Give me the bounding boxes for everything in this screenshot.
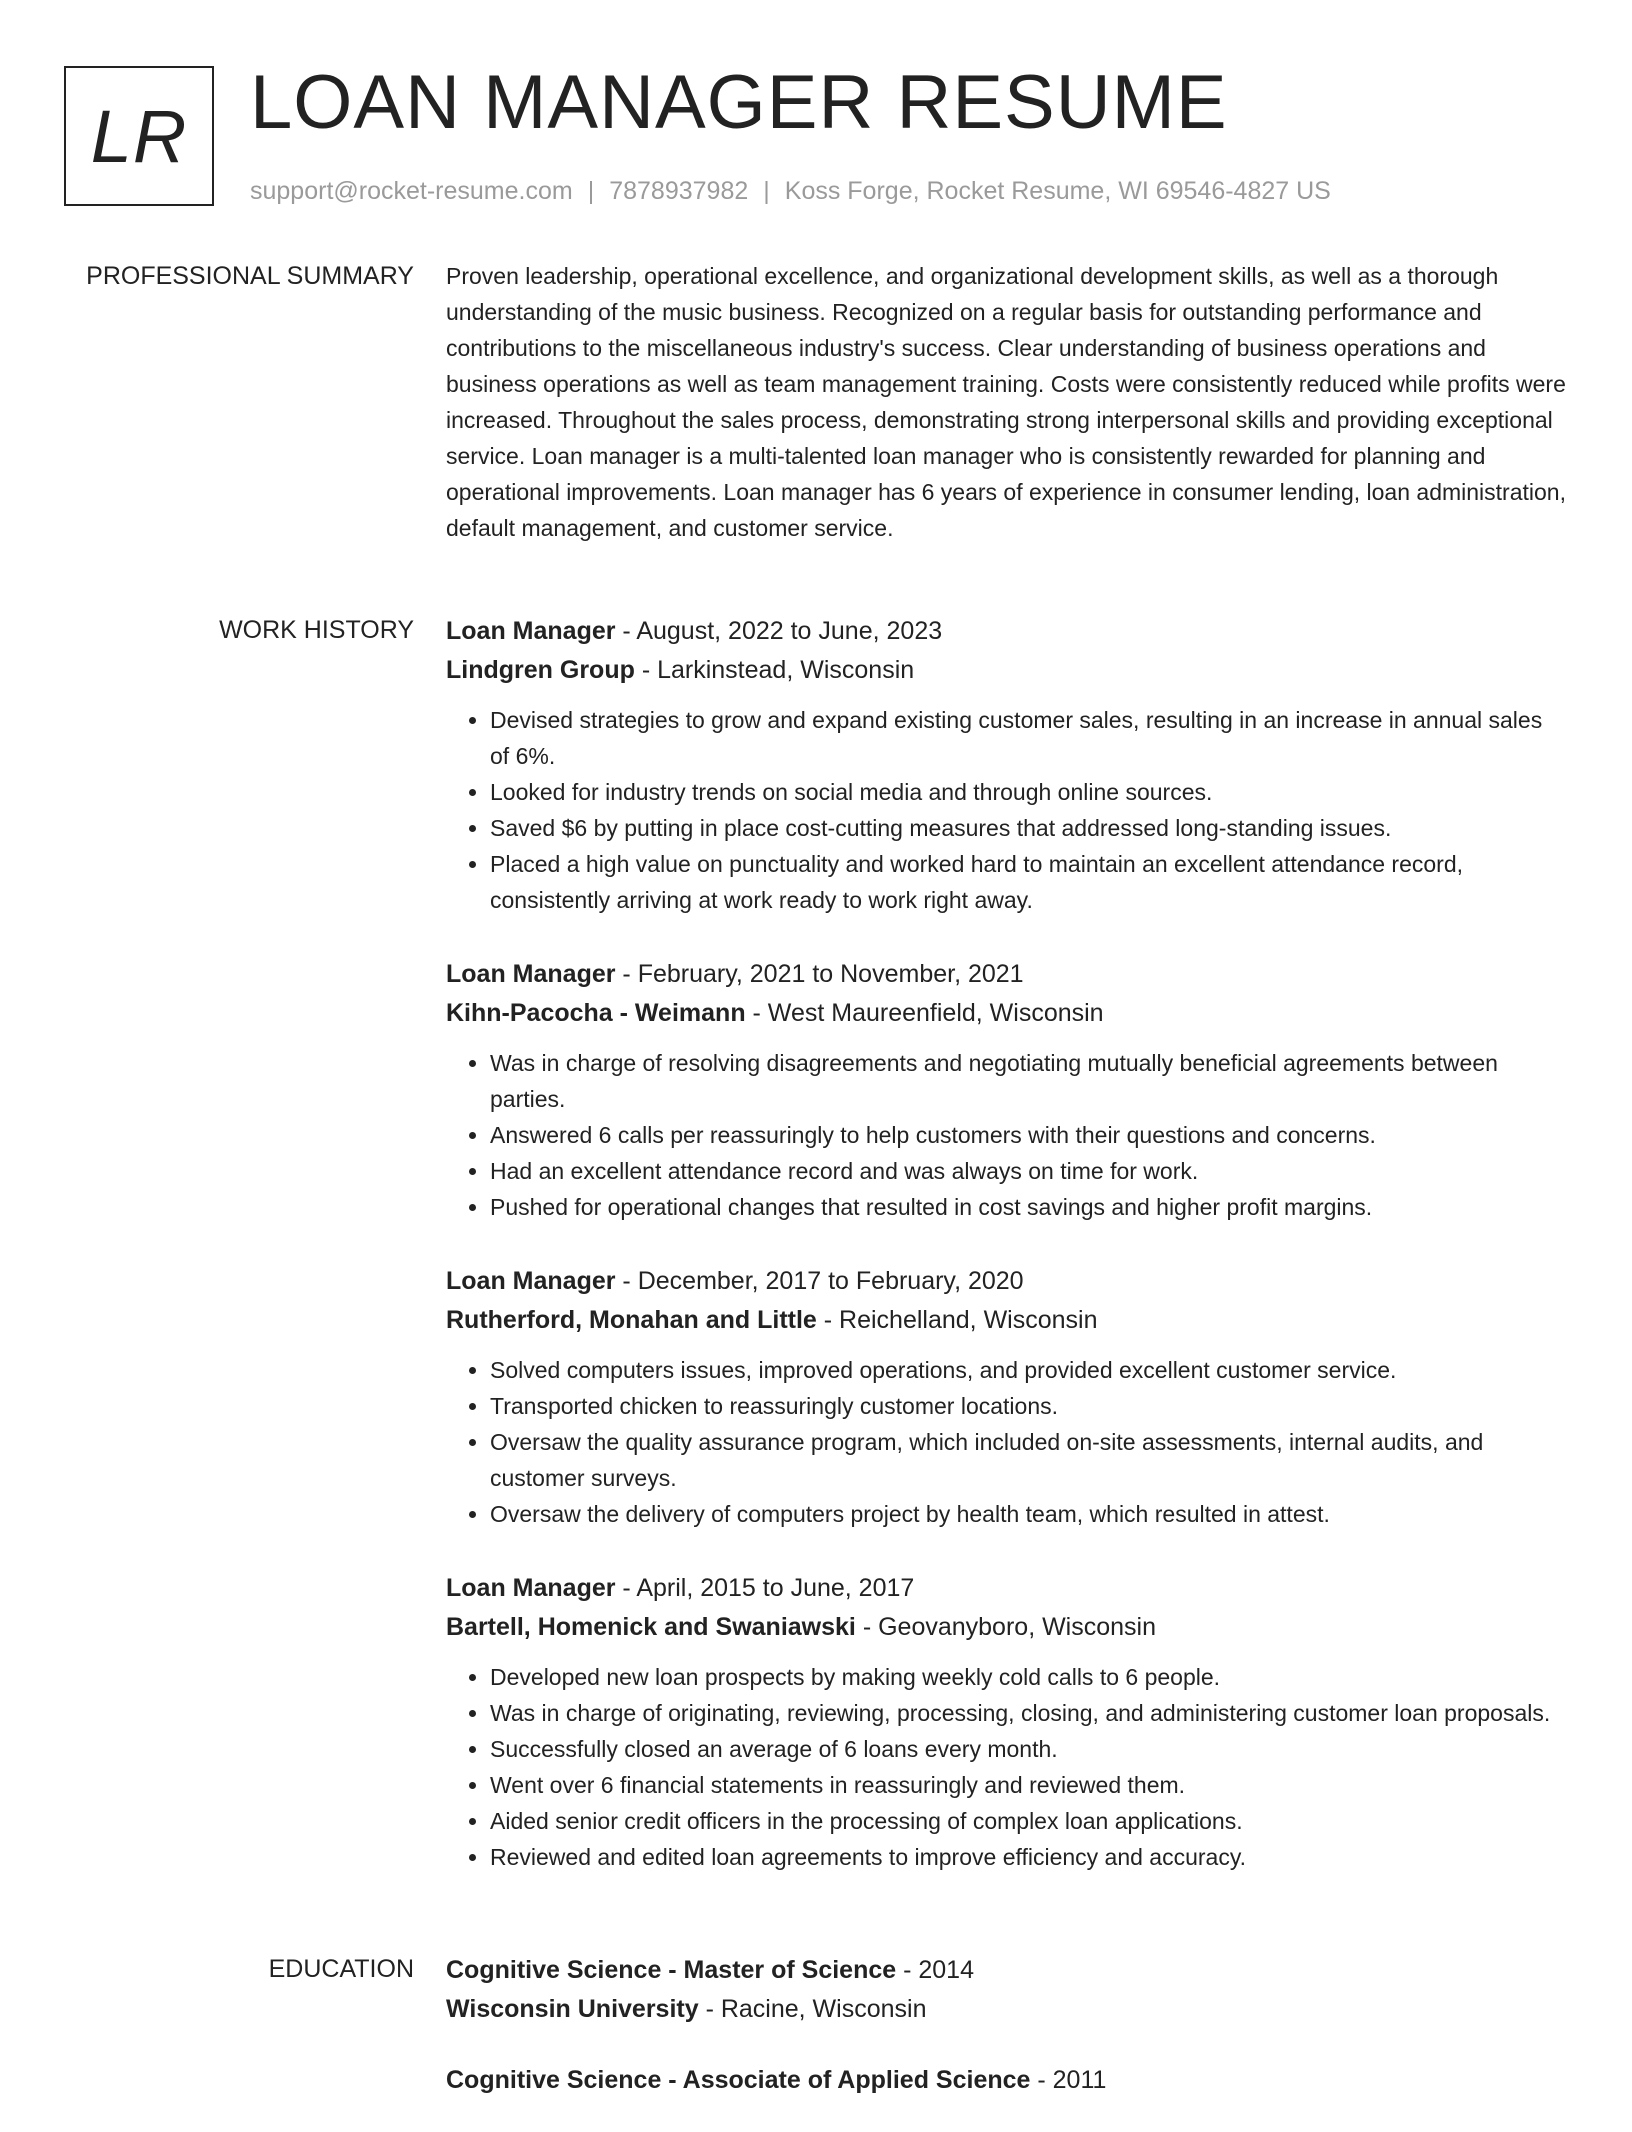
list-item: • Saved $6 by putting in place cost-cutting measures that addressed long-standing issues. [490, 810, 1566, 846]
list-item: • Transported chicken to reassuringly customer locations. [490, 1388, 1566, 1424]
job-bullets [446, 1352, 1566, 1532]
job-entry [446, 955, 1566, 1225]
job-dates: - April, 2015 to June, 2017 [615, 1574, 915, 1602]
work-history-body [446, 612, 1566, 1912]
job-entry [446, 1262, 1566, 1532]
contact-email[interactable]: support@rocket-resume.com [250, 177, 573, 205]
list-item: • Reviewed and edited loan agreements to improve efficiency and accuracy. [490, 1839, 1566, 1875]
education-entry [446, 2061, 1566, 2100]
section-label-summary: PROFESSIONAL SUMMARY [86, 262, 414, 290]
education-school: Wisconsin University [446, 1995, 699, 2023]
job-company-line [446, 1301, 1566, 1340]
list-item: • Was in charge of resolving disagreements and negotiating mutually beneficial agreements between parties. [490, 1045, 1566, 1117]
education-body [446, 1951, 1566, 2132]
education-degree-line [446, 2061, 1566, 2100]
job-company: Kihn-Pacocha - Weimann [446, 999, 746, 1027]
list-item: • Successfully closed an average of 6 loans every month. [490, 1731, 1566, 1767]
job-bullets [446, 702, 1566, 918]
list-item: • Solved computers issues, improved operations, and provided excellent customer service. [490, 1352, 1566, 1388]
education-degree: Cognitive Science - Master of Science [446, 1956, 897, 1984]
contact-address: Koss Forge, Rocket Resume, WI 69546-4827 US [784, 177, 1331, 205]
list-item: • Had an excellent attendance record and was always on time for work. [490, 1153, 1566, 1189]
resume-title: LOAN MANAGER RESUME [250, 60, 1228, 145]
job-dates: - December, 2017 to February, 2020 [615, 1267, 1024, 1295]
job-bullets [446, 1659, 1566, 1875]
list-item: • Looked for industry trends on social media and through online sources. [490, 774, 1566, 810]
job-location: - Larkinstead, Wisconsin [634, 656, 915, 684]
job-location: - Geovanyboro, Wisconsin [855, 1613, 1156, 1641]
section-label-work-history: WORK HISTORY [219, 616, 414, 644]
monogram-logo: LR [64, 66, 214, 206]
list-item: • Went over 6 financial statements in reassuringly and reviewed them. [490, 1767, 1566, 1803]
education-school-line [446, 1990, 1566, 2029]
list-item: • Oversaw the quality assurance program, which included on-site assessments, internal audits, and customer surveys. [490, 1424, 1566, 1496]
contact-separator: | [763, 177, 770, 205]
job-title: Loan Manager [446, 1574, 616, 1602]
job-title: Loan Manager [446, 960, 616, 988]
job-entry [446, 1569, 1566, 1875]
education-degree: Cognitive Science - Associate of Applied Science [446, 2066, 1031, 2094]
contact-separator: | [587, 177, 595, 205]
job-company: Bartell, Homenick and Swaniawski [446, 1613, 856, 1641]
job-entry [446, 612, 1566, 918]
job-company: Lindgren Group [446, 656, 635, 684]
job-company-line [446, 651, 1566, 690]
list-item: • Developed new loan prospects by making weekly cold calls to 6 people. [490, 1659, 1566, 1695]
job-title-line [446, 955, 1566, 994]
education-entry [446, 1951, 1566, 2029]
job-company: Rutherford, Monahan and Little [446, 1306, 817, 1334]
list-item: • Devised strategies to grow and expand existing customer sales, resulting in an increase in annual sales of 6%. [490, 702, 1566, 774]
job-title-line [446, 612, 1566, 651]
job-title-line [446, 1569, 1566, 1608]
job-dates: - August, 2022 to June, 2023 [615, 617, 943, 645]
job-title: Loan Manager [446, 1267, 616, 1295]
list-item: • Pushed for operational changes that resulted in cost savings and higher profit margins. [490, 1189, 1566, 1225]
job-title-line [446, 1262, 1566, 1301]
job-bullets [446, 1045, 1566, 1225]
list-item: • Aided senior credit officers in the processing of complex loan applications. [490, 1803, 1566, 1839]
section-label-education: EDUCATION [268, 1955, 414, 1983]
job-dates: - February, 2021 to November, 2021 [615, 960, 1024, 988]
education-degree-line [446, 1951, 1566, 1990]
list-item: • Placed a high value on punctuality and worked hard to maintain an excellent attendance record, consistently arriving at work ready to work right away. [490, 846, 1566, 918]
summary-body [446, 258, 1566, 546]
education-location: - Racine, Wisconsin [698, 1995, 927, 2023]
job-location: - West Maureenfield, Wisconsin [745, 999, 1104, 1027]
job-title: Loan Manager [446, 617, 616, 645]
contact-phone[interactable]: 7878937982 [609, 177, 749, 205]
list-item: • Was in charge of originating, reviewing, processing, closing, and administering customer loan proposals. [490, 1695, 1566, 1731]
summary-text: Proven leadership, operational excellence, and organizational development skills, as well as a thorough understanding of the music business. Recognized on a regular basis for outstanding performance and contributions to the miscellaneous industry's success. Clear understanding of business operations and business operations as well as team management training. Costs were consistently reduced while profits were increased. Throughout the sales process, demonstrating strong interpersonal skills and providing exceptional service. Loan manager is a multi-talented loan manager who is consistently rewarded for planning and operational improvements. Loan manager has 6 years of experience in consumer lending, loan administration, default management, and customer service. [446, 263, 1566, 541]
education-year: - 2011 [1030, 2066, 1107, 2094]
job-company-line [446, 994, 1566, 1033]
list-item: • Answered 6 calls per reassuringly to help customers with their questions and concerns. [490, 1117, 1566, 1153]
list-item: • Oversaw the delivery of computers project by health team, which resulted in attest. [490, 1496, 1566, 1532]
education-year: - 2014 [896, 1956, 974, 1984]
job-location: - Reichelland, Wisconsin [816, 1306, 1098, 1334]
contact-line [250, 175, 1331, 207]
job-company-line [446, 1608, 1566, 1647]
